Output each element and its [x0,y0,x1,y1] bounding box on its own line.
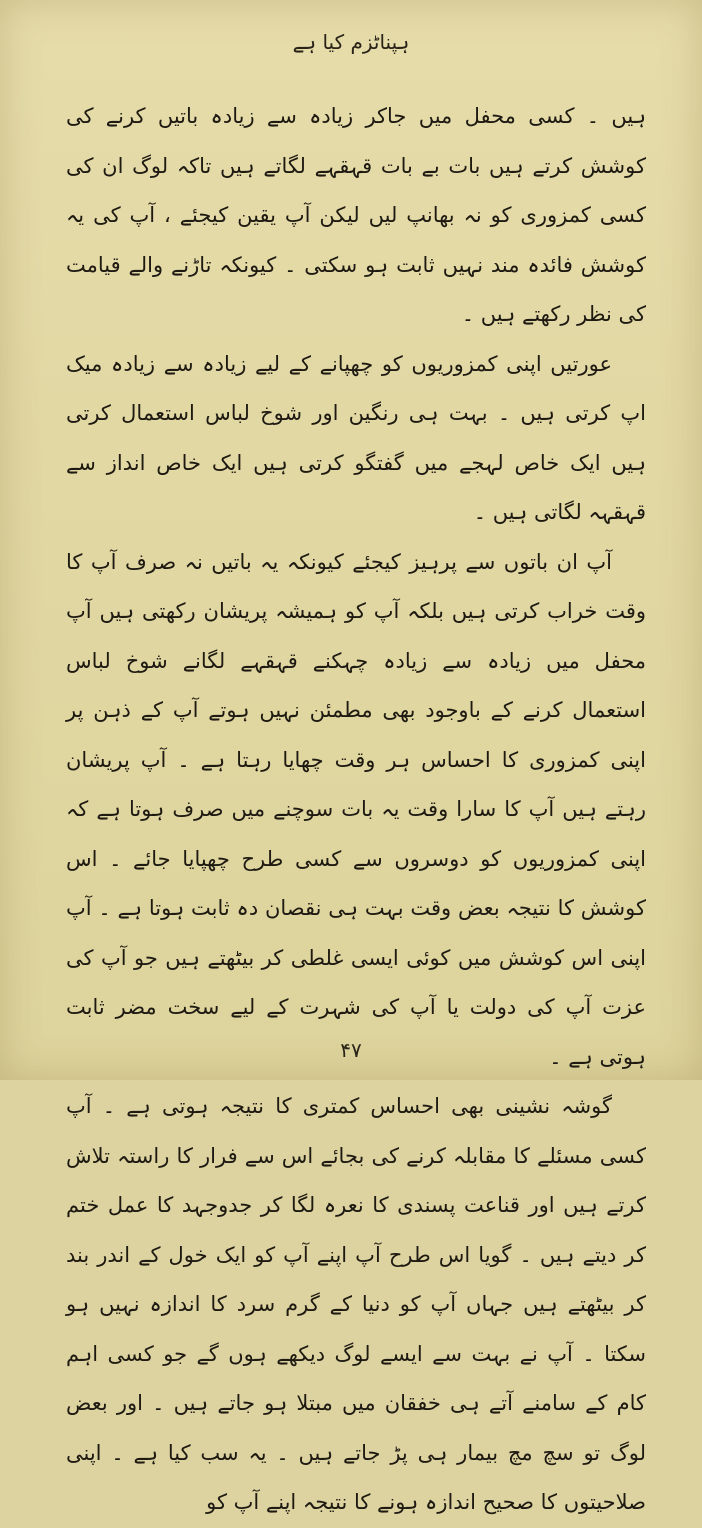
paragraph-2: عورتیں اپنی کمزوریوں کو چھپانے کے لیے زیادہ سے زیادہ میک اپ کرتی ہیں ۔ بہت ہی رنگین اور شوخ لباس استعمال کرتی ہیں ایک خاص لہجے میں گفتگو کرتی ہیں ایک خاص انداز سے قہقہہ لگاتی ہیں ۔ [66,351,646,524]
page-number: ۴۷ [340,1038,362,1062]
paragraph-1: ہیں ۔ کسی محفل میں جاکر زیادہ سے زیادہ باتیں کرنے کی کوشش کرتے ہیں بات بے بات قہقہے لگاتے ہیں تاکہ لوگ ان کی کسی کمزوری کو نہ بھانپ لیں لیکن آپ یقین کیجئے ، آپ کی یہ کوشش فائدہ مند نہیں ثابت ہو سکتی ۔ کیونکہ تاڑنے والے قیامت کی نظر رکھتے ہیں ۔ [66,104,646,326]
paragraph-3: آپ ان باتوں سے پرہیز کیجئے کیونکہ یہ باتیں نہ صرف آپ کا وقت خراب کرتی ہیں بلکہ آپ کو ہمیشہ پریشان رکھتی ہیں آپ محفل میں زیادہ سے زیادہ چہکنے قہقہے لگانے شوخ لباس استعمال کرنے کے باوجود بھی مطمئن نہیں ہوتے آپ کے ذہن پر اپنی کمزوری کا احساس ہر وقت چھایا رہتا ہے ۔ آپ پریشان رہتے ہیں آپ کا سارا وقت یہ بات سوچنے میں صرف ہوتا ہے کہ اپنی کمزوریوں کو دوسروں سے کسی طرح چھپایا جائے ۔ اس کوشش کا نتیجہ بعض وقت بہت ہی نقصان دہ ثابت ہوتا ہے ۔ آپ اپنی اس کوشش میں کوئی ایسی غلطی کر بیٹھتے ہیں جو آپ کی عزت آپ کی دولت یا آپ کی شہرت کے لیے سخت مضر ثابت ہوتی ہے ۔ [66,549,646,1069]
running-header: ہپناٹزم کیا ہے [292,30,410,54]
paragraph-4: گوشہ نشینی بھی احساس کمتری کا نتیجہ ہوتی ہے ۔ آپ کسی مسئلے کا مقابلہ کرنے کی بجائے اس سے فرار کا راستہ تلاش کرتے ہیں اور قناعت پسندی کا نعرہ لگا کر جدوجہد کا عمل ختم کر دیتے ہیں ۔ گویا اس طرح آپ اپنے آپ کو ایک خول کے اندر بند کر بیٹھتے ہیں جہاں آپ کو دنیا کے گرم سرد کا اندازہ نہیں ہو سکتا ۔ آپ نے بہت سے ایسے لوگ دیکھے ہوں گے جو کسی اہم کام کے سامنے آتے ہی خفقان میں مبتلا ہو جاتے ہیں ۔ اور بعض لوگ تو سچ مچ بیمار ہی پڑ جاتے ہیں ۔ یہ سب کیا ہے ۔ اپنی صلاحیتوں کا صحیح اندازہ ہونے کا نتیجہ اپنے آپ کو [66,1094,646,1514]
body-text [66,92,646,1528]
